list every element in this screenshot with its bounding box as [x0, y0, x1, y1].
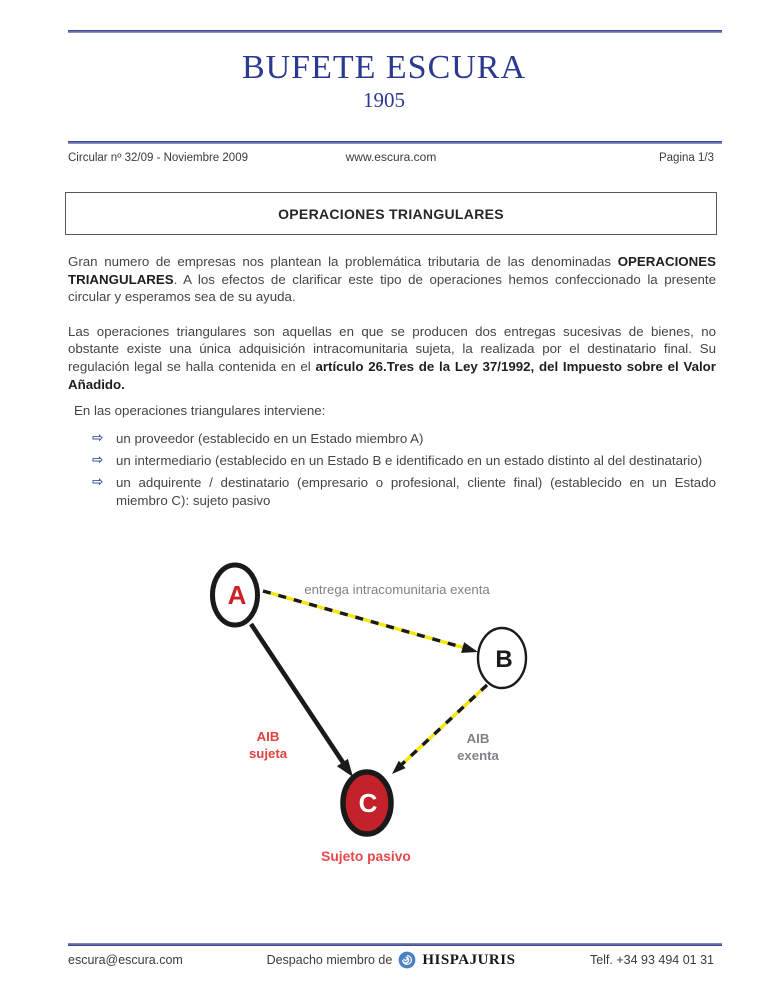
node-c-letter: C: [358, 788, 378, 818]
circular-number: Circular nº 32/09 - Noviembre 2009: [68, 152, 248, 164]
node-b-letter: B: [495, 646, 513, 673]
letterhead: [0, 50, 768, 112]
list-intro: En las operaciones triangulares interviene:: [74, 403, 326, 418]
label-entrega-intracomunitaria: entrega intracomunitaria exenta: [304, 582, 490, 597]
arrow-a-to-b: [263, 591, 478, 653]
network-name: HISPAJURIS: [422, 951, 516, 968]
footer-rule: [68, 943, 722, 946]
page-number: Pagina 1/3: [658, 152, 714, 164]
paragraph-1-bold: OPERACIONES TRIANGULARES: [68, 254, 716, 287]
right-arrow-icon: ⇨: [92, 452, 104, 469]
footer: [68, 951, 714, 969]
paragraph-2-bold: artículo 26.Tres de la Ley 37/1992, del Impuesto sobre el Valor Añadido.: [68, 358, 716, 392]
participants-list: [92, 430, 716, 514]
footer-membership: [267, 951, 516, 969]
firm-name: BUFETE ESCURA: [241, 49, 527, 86]
header-rule: [68, 141, 722, 144]
paragraph-2-text: Las operaciones triangulares son aquellas en que se producen dos entregas sucesivas de bienes, no obstante existe una única adquisición intracomunitaria sujeta, la realizada por el destinatario final. Su regulación legal se halla contenida en el: [68, 323, 716, 374]
list-item: [92, 474, 716, 509]
right-arrow-icon: ⇨: [92, 430, 104, 446]
triangular-operations-diagram: [0, 550, 768, 885]
document-title: OPERACIONES TRIANGULARES: [278, 205, 504, 222]
firm-founding-year: 1905: [363, 88, 405, 112]
paragraph-2: [68, 323, 716, 393]
label-aib-sujeta-line1: AIB: [256, 729, 280, 744]
top-rule: [68, 30, 722, 33]
label-sujeto-pasivo: Sujeto pasivo: [321, 849, 411, 864]
list-item: [92, 452, 716, 470]
node-a-letter: A: [227, 580, 247, 610]
footer-email: escura@escura.com: [68, 953, 183, 967]
body-paragraphs: [68, 253, 716, 410]
hispajuris-logo-icon: [398, 951, 416, 969]
right-arrow-icon: ⇨: [92, 474, 104, 491]
node-provider-a: [213, 565, 258, 625]
label-aib-exenta-line1: AIB: [466, 731, 490, 746]
membership-text: Despacho miembro de: [266, 953, 393, 967]
list-item-text: un proveedor (establecido en un Estado miembro A): [116, 431, 424, 446]
document-meta-row: [68, 150, 714, 164]
list-item: [92, 430, 716, 448]
title-box: [65, 192, 717, 235]
website-text: www.escura.com: [345, 150, 437, 164]
paragraph-1-text-2: . A los efectos de clarificar este tipo de operaciones hemos confeccionado la presente circular y esperamos sea de su ayuda.: [68, 271, 716, 305]
list-item-text: un adquirente / destinatario (empresario o profesional, cliente final) (establecido en un Estado miembro C): sujeto pasivo: [116, 475, 716, 508]
label-aib-sujeta-line2: sujeta: [248, 746, 288, 761]
paragraph-1: [68, 253, 716, 306]
node-acquirer-c: [343, 772, 391, 834]
node-intermediary-b: [478, 628, 526, 688]
list-item-text: un intermediario (establecido en un Estado B e identificado en un estado distinto al del destinatario): [116, 453, 703, 469]
label-aib-exenta-line2: exenta: [457, 748, 499, 763]
paragraph-1-text: Gran numero de empresas nos plantean la problemática tributaria de las denominadas: [68, 254, 618, 269]
footer-phone: Telf. +34 93 494 01 31: [589, 953, 714, 967]
